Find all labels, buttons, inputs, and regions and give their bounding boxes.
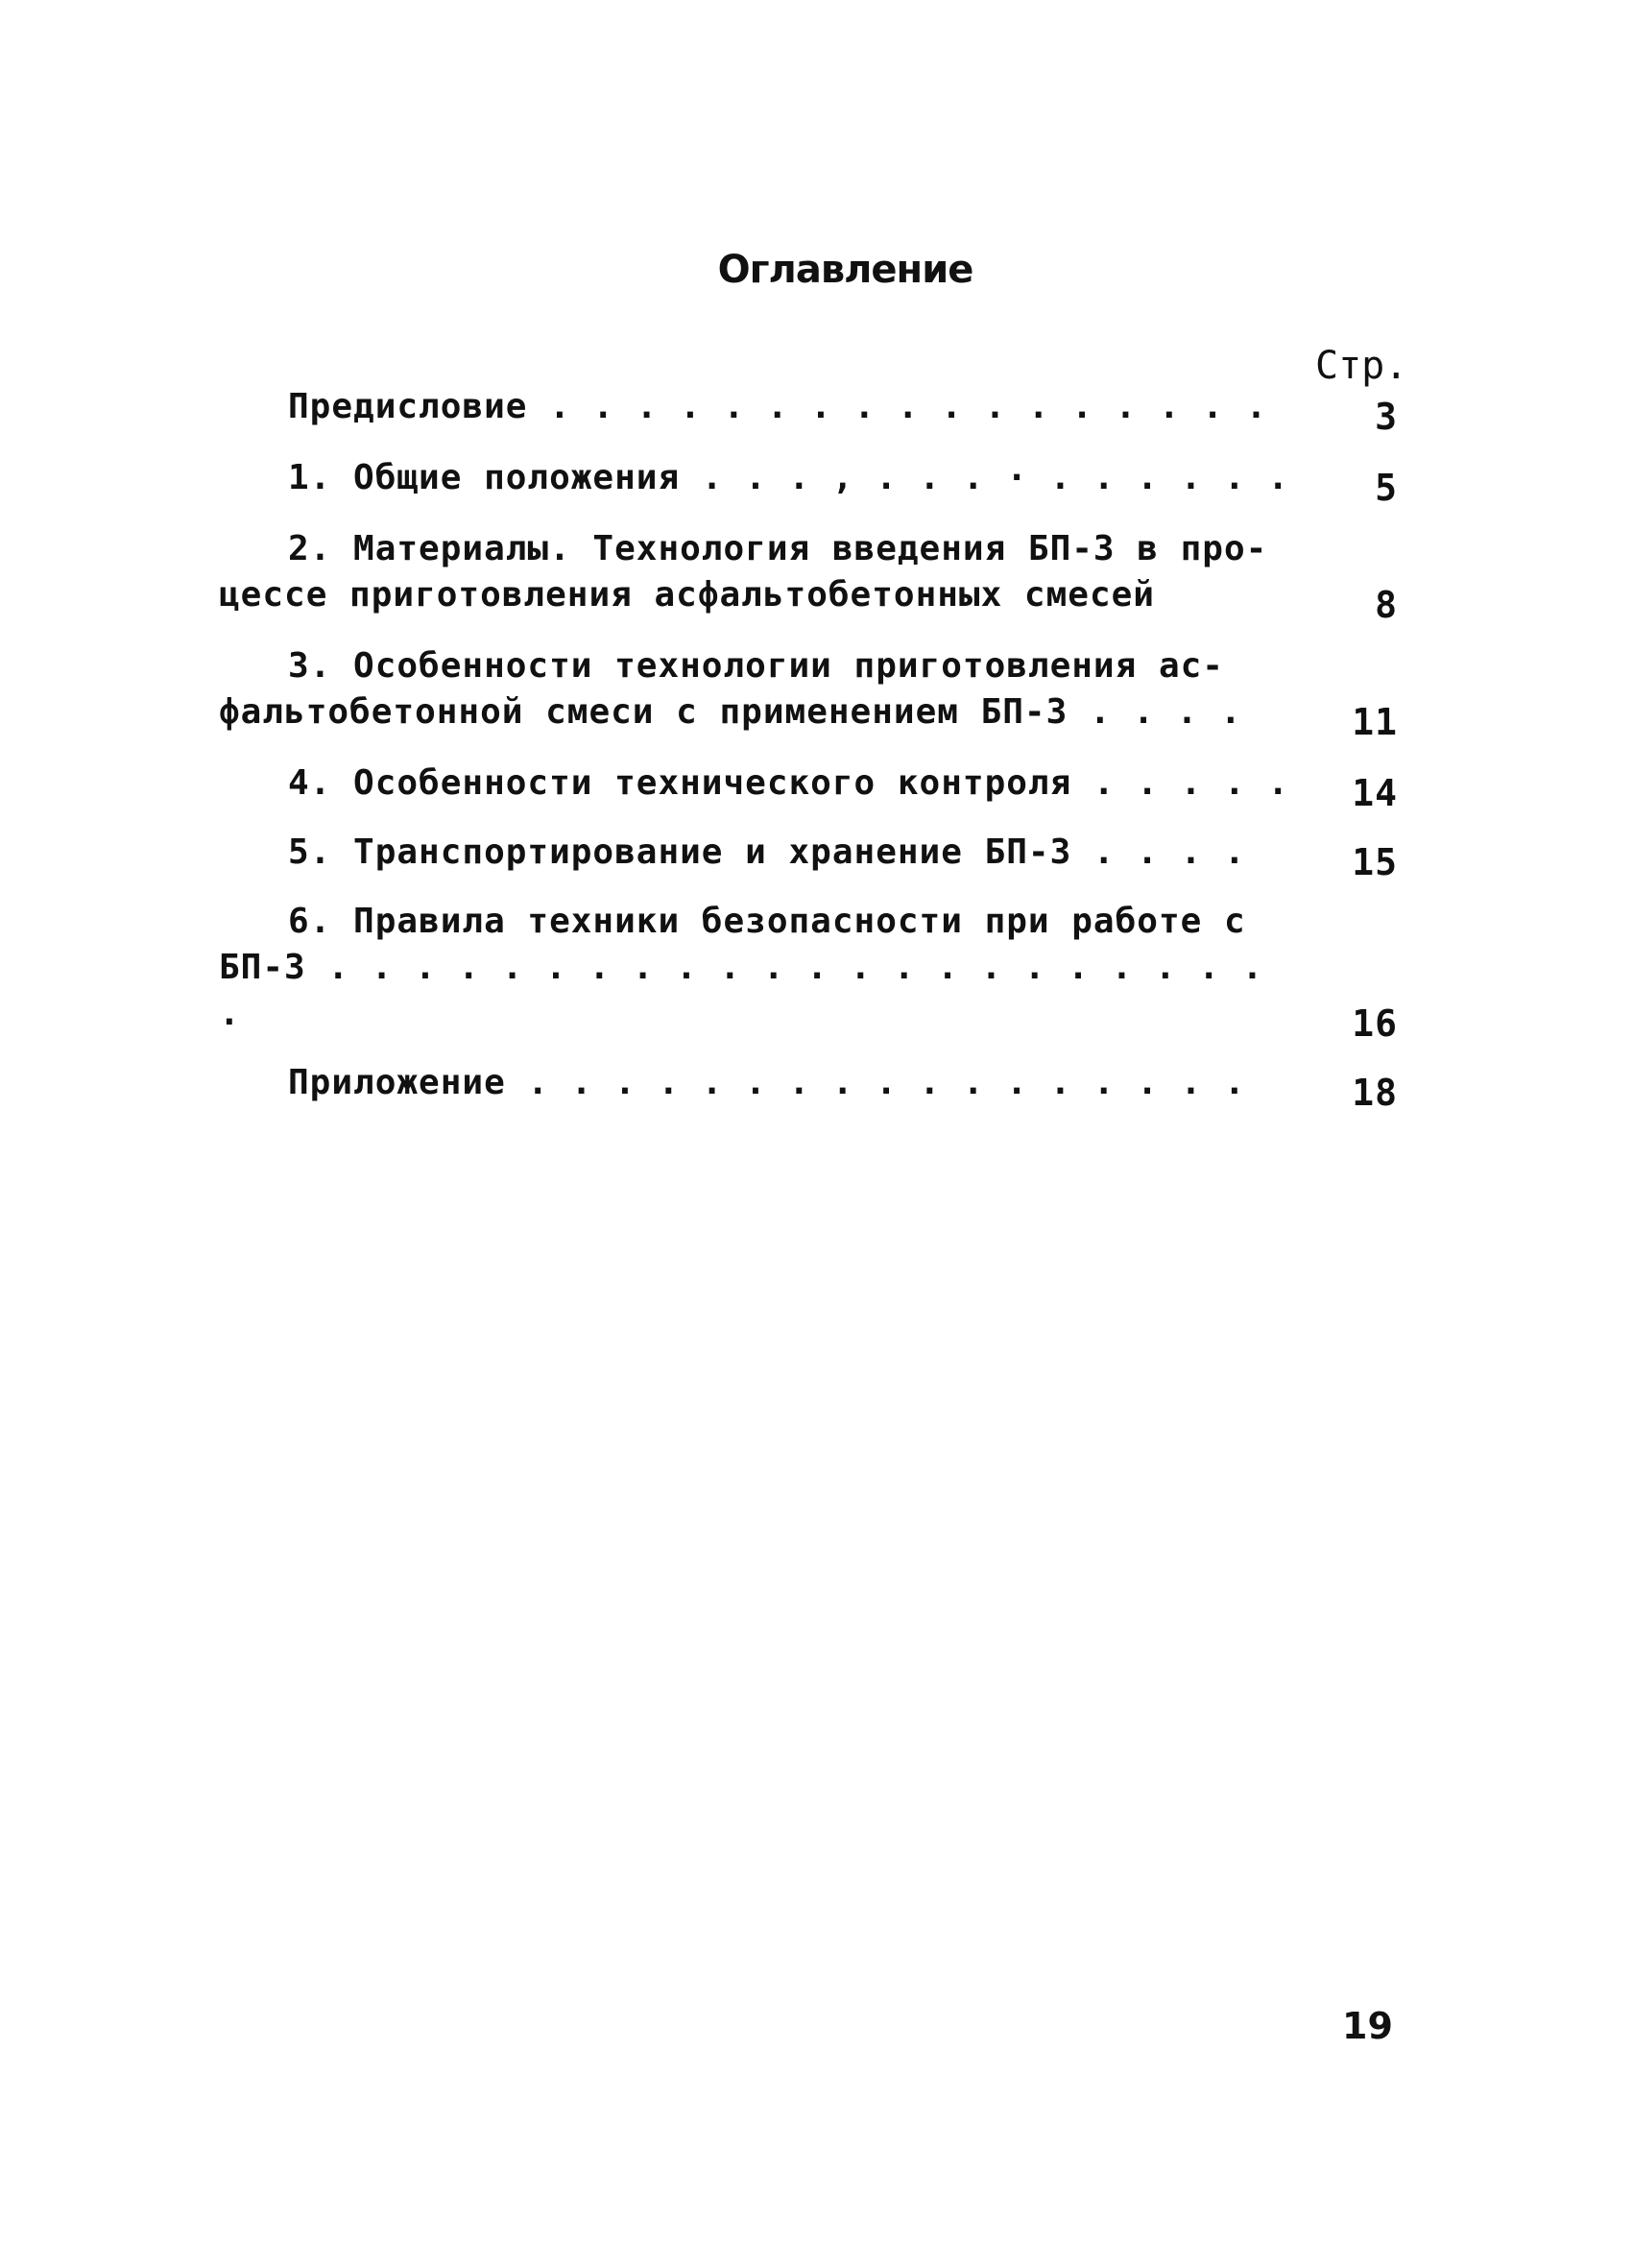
- toc-entry-text-line-1: 3. Особенности технологии приготовления ас-: [288, 646, 1224, 686]
- toc-entry-appendix: [219, 1060, 1409, 1114]
- toc-entry-text: Предисловие . . . . . . . . . . . . . . . . .: [288, 387, 1268, 426]
- page-number: 19: [1342, 2005, 1393, 2047]
- toc-entry-text-line-1: 2. Материалы. Технология введения БП-3 в про-: [288, 529, 1268, 568]
- toc-entry-page: 8: [1375, 584, 1398, 626]
- toc-entry-text: 4. Особенности технического контроля . . . . .: [288, 763, 1289, 803]
- toc-title: Оглавление: [717, 248, 973, 292]
- page-column-header: Стр.: [1315, 344, 1408, 388]
- toc-entry-page: 14: [1352, 772, 1398, 814]
- toc-entry-text-line-2: БП-3 . . . . . . . . . . . . . . . . . . . . . . .: [219, 948, 1264, 1033]
- toc-entry-text-line-1: 6. Правила техники безопасности при работе с: [288, 902, 1246, 941]
- table-of-contents: [219, 384, 1409, 1114]
- toc-entry-page: 5: [1375, 467, 1398, 509]
- toc-entry-preface: [219, 384, 1409, 438]
- toc-entry-page: 11: [1352, 701, 1398, 743]
- toc-entry-text: 1. Общие положения . . . , . . . · . . . . . .: [288, 458, 1289, 497]
- toc-entry-safety: [219, 899, 1409, 1045]
- toc-entry-materials: [219, 526, 1409, 626]
- toc-entry-text-line-2: фальтобетонной смеси с применением БП-3 . . . .: [219, 692, 1242, 732]
- toc-entry-page: 3: [1375, 396, 1398, 438]
- toc-entry-text-line-2: цессе приготовления асфальтобетонных смесей: [219, 575, 1155, 615]
- toc-entry-technology: [219, 643, 1409, 743]
- toc-entry-control: [219, 760, 1409, 814]
- toc-entry-page: 16: [1352, 1002, 1398, 1045]
- toc-entry-page: 15: [1352, 841, 1398, 883]
- toc-entry-text: Приложение . . . . . . . . . . . . . . . . .: [288, 1063, 1246, 1102]
- toc-entry-text: 5. Транспортирование и хранение БП-3 . . . .: [288, 832, 1246, 872]
- toc-entry-general: [219, 455, 1409, 509]
- toc-entry-page: 18: [1352, 1072, 1398, 1114]
- toc-entry-transport: [219, 830, 1409, 883]
